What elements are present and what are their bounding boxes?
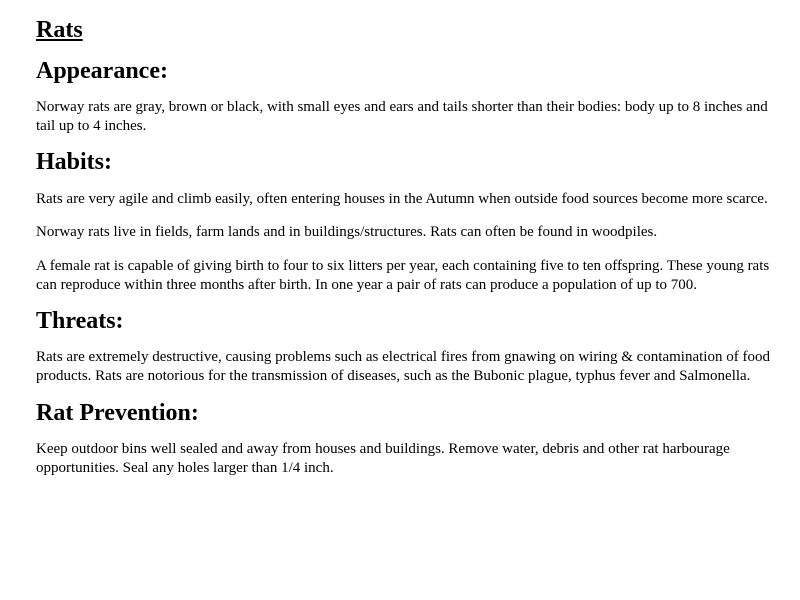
heading-threats: Threats: [36, 308, 124, 334]
paragraph-habits-habitat: Norway rats live in fields, farm lands and in buildings/structures. Rats can often be found in woodpiles. [36, 224, 658, 240]
heading-rat-prevention: Rat Prevention: [36, 400, 199, 426]
paragraph-rat-prevention: Keep outdoor bins well sealed and away from houses and buildings. Remove water, debris and other rat harbourage opportunities. Seal any holes larger than 1/4 inch. [36, 441, 730, 476]
heading-habits: Habits: [36, 149, 113, 175]
page-title: Rats [36, 17, 83, 43]
paragraph-habits-breeding: A female rat is capable of giving birth to four to six litters per year, each containing five to ten offspring. These young rats can reproduce within three months after birth. In one year a pair of rats can produce a population of up to 700. [36, 258, 770, 293]
paragraph-threats: Rats are extremely destructive, causing problems such as electrical fires from gnawing on wiring & contamination of food products. Rats are notorious for the transmission of diseases, such as the Bubonic plague, typhus fever and Salmonella. [36, 349, 770, 384]
paragraph-appearance: Norway rats are gray, brown or black, with small eyes and ears and tails shorter than their bodies: body up to 8 inches and tail up to 4 inches. [36, 99, 768, 134]
heading-appearance: Appearance: [36, 58, 168, 84]
paragraph-habits-agile: Rats are very agile and climb easily, often entering houses in the Autumn when outside food sources become more scarce. [36, 191, 768, 207]
